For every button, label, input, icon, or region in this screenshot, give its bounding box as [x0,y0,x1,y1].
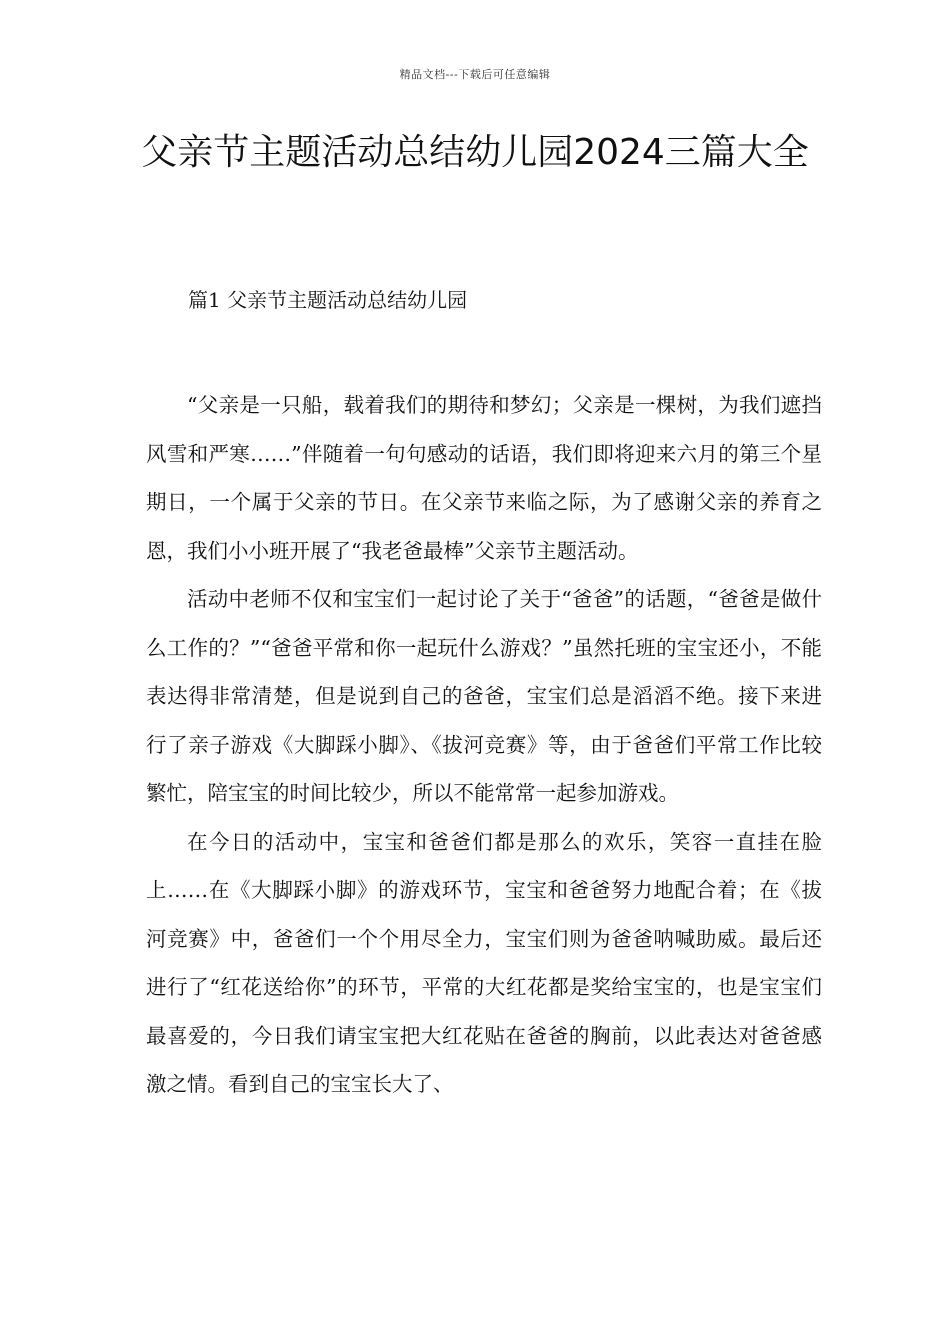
section-heading: 篇1 父亲节主题活动总结幼儿园 [188,288,468,312]
paragraph: 在今日的活动中，宝宝和爸爸们都是那么的欢乐，笑容一直挂在脸上……在《大脚踩小脚》的游戏环节，宝宝和爸爸努力地配合着；在《拔河竞赛》中，爸爸们一个个用尽全力，宝宝们则为爸爸呐喊助威。最后还进行了“红花送给你”的环节，平常的大红花都是奖给宝宝的，也是宝宝们最喜爱的，今日我们请宝宝把大红花贴在爸爸的胸前，以此表达对爸爸感激之情。看到自己的宝宝长大了、 [146,829,822,1096]
header-note: 精品文档---下载后可任意编辑 [399,68,551,81]
document-title: 父亲节主题活动总结幼儿园2024三篇大全 [141,132,809,173]
body-text [146,381,822,1109]
paragraph: “父亲是一只船，载着我们的期待和梦幻；父亲是一棵树，为我们遮挡风雪和严寒……”伴随着一句句感动的话语，我们即将迎来六月的第三个星期日，一个属于父亲的节日。在父亲节来临之际，为了感谢父亲的养育之恩，我们小小班开展了“我老爸最棒”父亲节主题活动。 [146,393,822,563]
paragraph: 活动中老师不仅和宝宝们一起讨论了关于“爸爸”的话题，“爸爸是做什么工作的？”“爸爸平常和你一起玩什么游戏？”虽然托班的宝宝还小，不能表达得非常清楚，但是说到自己的爸爸，宝宝们总是滔滔不绝。接下来进行了亲子游戏《大脚踩小脚》、《拔河竞赛》等，由于爸爸们平常工作比较繁忙，陪宝宝的时间比较少，所以不能常常一起参加游戏。 [146,587,822,805]
